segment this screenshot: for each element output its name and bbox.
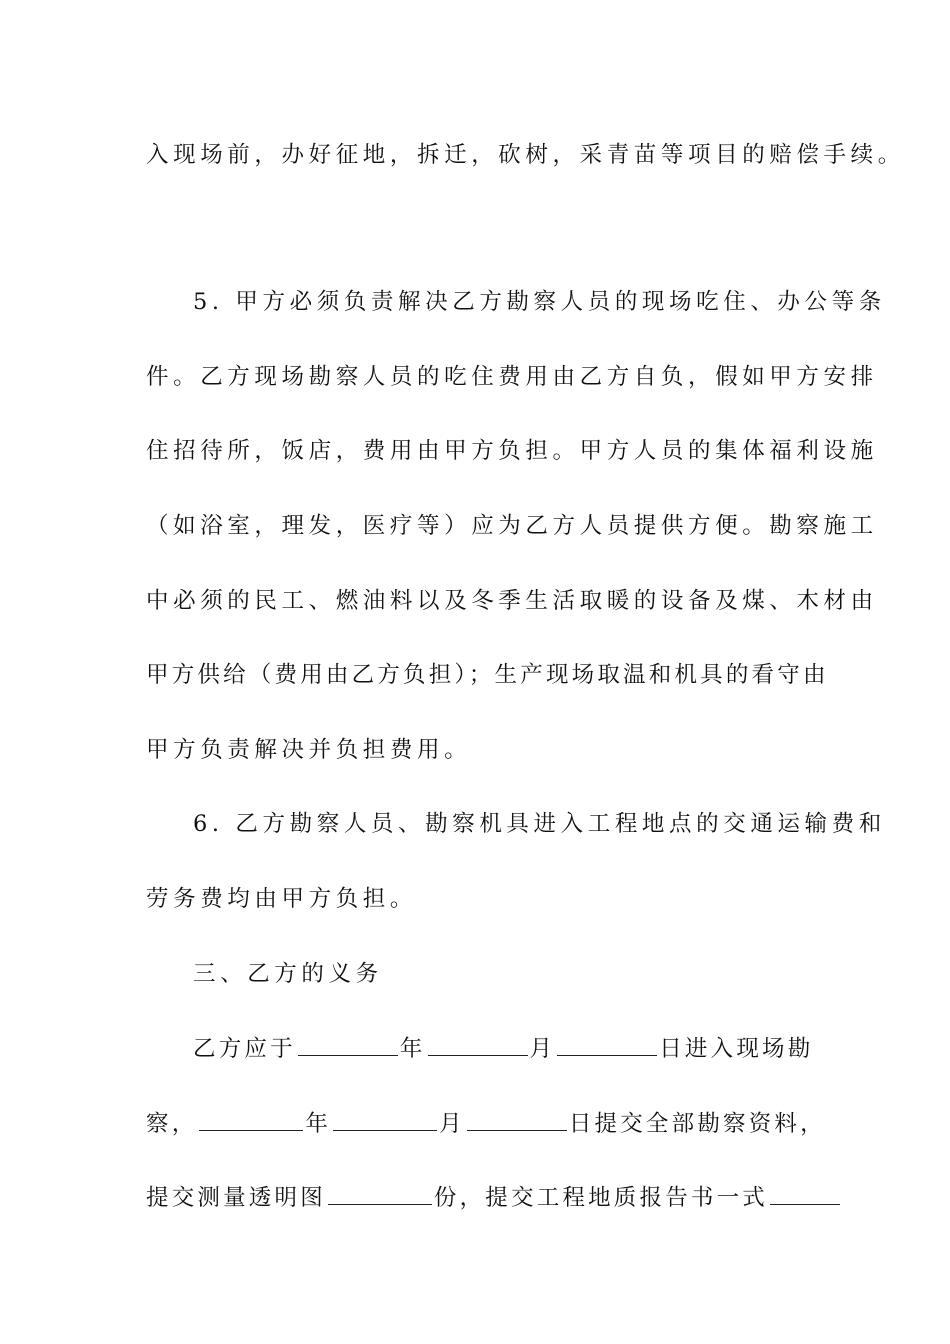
section-heading-party-b-obligations: 三、乙方的义务	[193, 961, 383, 987]
form-1-suffix: 日进入现场勘	[659, 1036, 814, 1062]
month-blank-entry[interactable]	[428, 1033, 528, 1056]
clause-5-line-1: 5. 甲方必须负责解决乙方勘察人员的现场吃住、办公等条	[193, 289, 886, 315]
form-line-2	[146, 1108, 826, 1139]
copies-blank-geology-report[interactable]	[770, 1182, 840, 1205]
copies-blank-survey-drawings[interactable]	[328, 1182, 432, 1205]
form-2-month-label: 月	[439, 1111, 465, 1137]
clause-5-line-6: 甲方供给（费用由乙方负担）；生产现场取温和机具的看守由	[146, 662, 829, 688]
day-blank-submit[interactable]	[467, 1108, 567, 1131]
year-blank-entry[interactable]	[298, 1033, 398, 1056]
form-2-year-label: 年	[305, 1111, 332, 1137]
clause-5-line-5: 中必须的民工、燃油料以及冬季生活取暖的设备及煤、木材由	[146, 588, 878, 614]
month-blank-submit[interactable]	[333, 1108, 437, 1131]
paragraph-line-1: 入现场前，办好征地，拆迁，砍树，采青苗等项目的赔偿手续。	[146, 142, 905, 168]
form-1-prefix: 乙方应于	[193, 1036, 296, 1062]
clause-5-line-7: 甲方负责解决并负担费用。	[146, 737, 472, 763]
clause-6-line-1: 6. 乙方勘察人员、勘察机具进入工程地点的交通运输费和	[193, 811, 886, 837]
form-2-prefix: 察，	[146, 1111, 198, 1137]
form-line-1	[193, 1033, 853, 1064]
form-3-mid: 份，提交工程地质报告书一式	[433, 1185, 769, 1211]
day-blank-entry[interactable]	[557, 1033, 657, 1056]
year-blank-submit[interactable]	[199, 1108, 303, 1131]
form-2-suffix: 日提交全部勘察资料，	[568, 1111, 826, 1137]
clause-5-line-4: （如浴室，理发，医疗等）应为乙方人员提供方便。勘察施工	[146, 513, 878, 539]
form-1-year-label: 年	[399, 1036, 426, 1062]
form-line-3	[146, 1182, 806, 1213]
form-3-prefix: 提交测量透明图	[146, 1185, 326, 1211]
form-1-month-label: 月	[529, 1036, 556, 1062]
clause-6-line-2: 劳务费均由甲方负担。	[146, 886, 418, 912]
clause-5-line-2: 件。乙方现场勘察人员的吃住费用由乙方自负，假如甲方安排	[146, 364, 878, 390]
clause-5-line-3: 住招待所，饭店，费用由甲方负担。甲方人员的集体福利设施	[146, 438, 878, 464]
